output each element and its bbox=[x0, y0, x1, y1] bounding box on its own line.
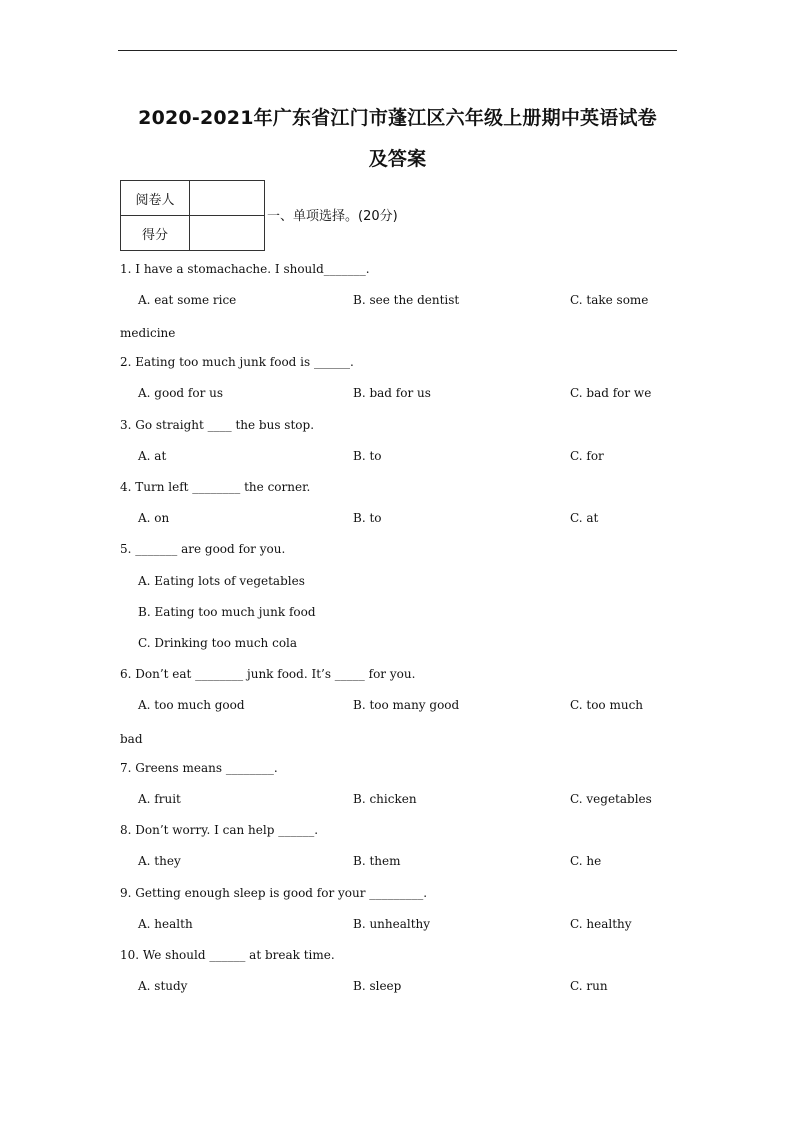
question-1-option-c-wrap: medicine bbox=[120, 326, 176, 340]
question-8-option-b: B. them bbox=[353, 854, 401, 868]
question-5-option-c: C. Drinking too much cola bbox=[138, 636, 298, 650]
question-1-option-c: C. take some bbox=[570, 293, 649, 307]
section-heading: 一、单项选择。(20分) bbox=[267, 209, 398, 224]
question-9-option-b: B. unhealthy bbox=[353, 917, 431, 931]
question-7-option-b: B. chicken bbox=[353, 792, 417, 806]
question-7-option-a: A. fruit bbox=[138, 792, 181, 806]
question-8-option-a: A. they bbox=[138, 854, 181, 868]
question-3-option-c: C. for bbox=[570, 449, 604, 463]
question-10-option-c: C. run bbox=[570, 979, 608, 993]
question-10-option-a: A. study bbox=[138, 979, 188, 993]
score-field[interactable] bbox=[190, 216, 265, 251]
page-title-line-1: 2020-2021年广东省江门市蓬江区六年级上册期中英语试卷 bbox=[138, 107, 657, 129]
question-stem-5: 5. _______ are good for you. bbox=[120, 542, 286, 556]
question-stem-10: 10. We should ______ at break time. bbox=[120, 948, 335, 962]
question-7-option-c: C. vegetables bbox=[570, 792, 652, 806]
question-10-option-b: B. sleep bbox=[353, 979, 402, 993]
page-title-line-2: 及答案 bbox=[368, 148, 427, 170]
question-4-option-c: C. at bbox=[570, 511, 599, 525]
header-rule bbox=[118, 50, 677, 51]
question-stem-3: 3. Go straight ____ the bus stop. bbox=[120, 418, 315, 432]
question-stem-2: 2. Eating too much junk food is ______. bbox=[120, 355, 354, 369]
question-stem-7: 7. Greens means ________. bbox=[120, 761, 278, 775]
question-3-option-b: B. to bbox=[353, 449, 382, 463]
question-2-option-b: B. bad for us bbox=[353, 386, 431, 400]
question-2-option-c: C. bad for we bbox=[570, 386, 652, 400]
question-6-option-a: A. too much good bbox=[138, 698, 245, 712]
question-5-option-b: B. Eating too much junk food bbox=[138, 605, 316, 619]
question-2-option-a: A. good for us bbox=[138, 386, 224, 400]
question-9-option-a: A. health bbox=[138, 917, 193, 931]
reviewer-field[interactable] bbox=[190, 181, 265, 216]
question-4-option-a: A. on bbox=[138, 511, 170, 525]
question-3-option-a: A. at bbox=[138, 449, 167, 463]
question-stem-1: 1. I have a stomachache. I should_______. bbox=[120, 262, 370, 276]
question-6-option-c-wrap: bad bbox=[120, 732, 143, 746]
question-6-option-c: C. too much bbox=[570, 698, 644, 712]
question-9-option-c: C. healthy bbox=[570, 917, 632, 931]
question-6-option-b: B. too many good bbox=[353, 698, 460, 712]
question-1-option-b: B. see the dentist bbox=[353, 293, 460, 307]
question-4-option-b: B. to bbox=[353, 511, 382, 525]
reviewer-label: 阅卷人 bbox=[121, 181, 190, 216]
score-table bbox=[120, 180, 265, 251]
score-label: 得分 bbox=[121, 216, 190, 251]
question-5-option-a: A. Eating lots of vegetables bbox=[138, 574, 305, 588]
question-1-option-a: A. eat some rice bbox=[138, 293, 237, 307]
question-stem-6: 6. Don’t eat ________ junk food. It’s _____ for you. bbox=[120, 667, 416, 681]
question-stem-4: 4. Turn left ________ the corner. bbox=[120, 480, 311, 494]
question-stem-9: 9. Getting enough sleep is good for your _________. bbox=[120, 886, 428, 900]
question-8-option-c: C. he bbox=[570, 854, 602, 868]
question-stem-8: 8. Don’t worry. I can help ______. bbox=[120, 823, 319, 837]
